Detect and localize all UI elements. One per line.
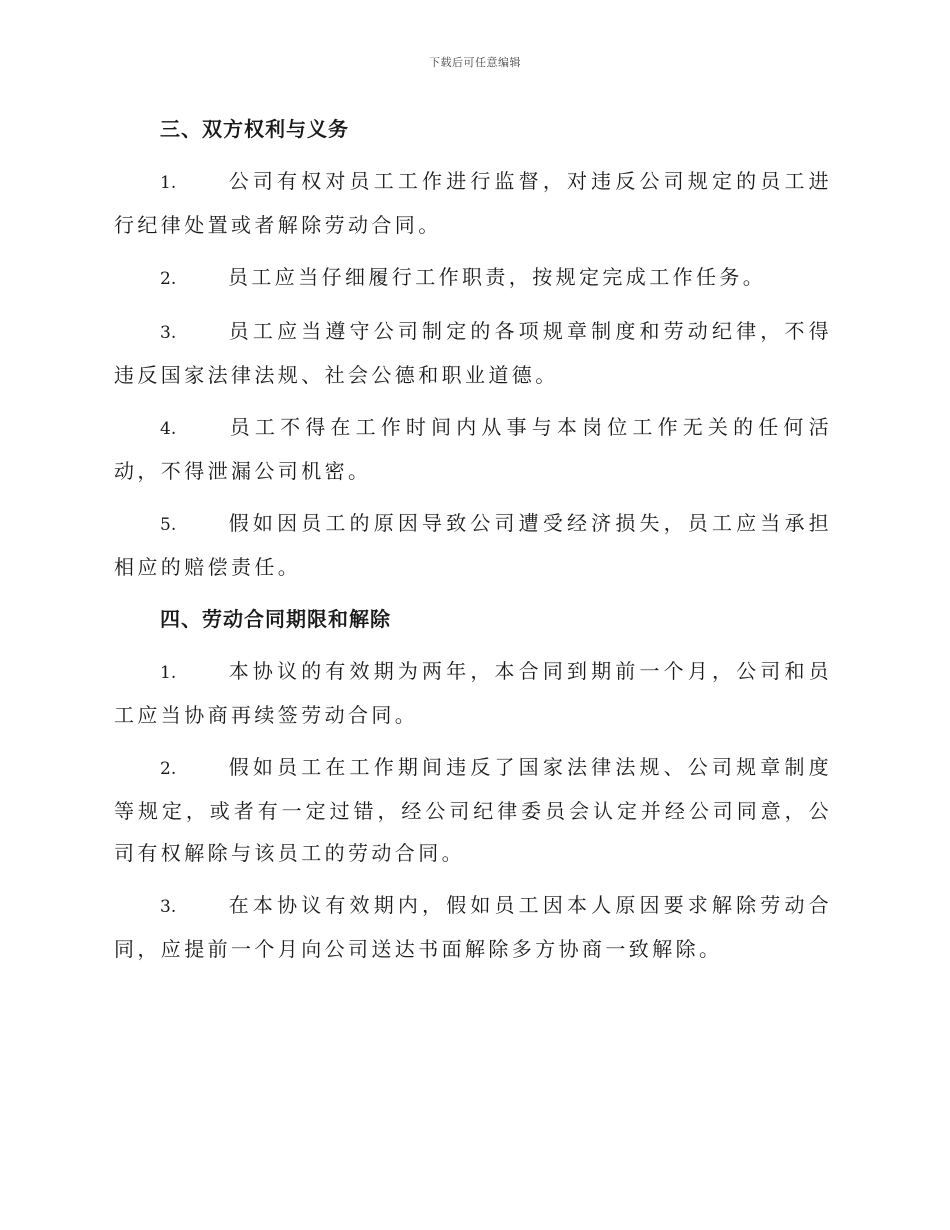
- clause-number: 1.: [160, 173, 177, 193]
- clause-number: 5.: [160, 515, 177, 535]
- clause-text: 公司有权对员工工作进行监督，对违反公司规定的员工进行纪律处置或者解除劳动合同。: [114, 169, 832, 237]
- section-heading-rights: 三、双方权利与义务: [160, 117, 349, 141]
- clause-text: 假如员工在工作期间违反了国家法律法规、公司规章制度等规定，或者有一定过错，经公司纪律委员会认定并经公司同意，公司有权解除与该员工的劳动合同。: [114, 755, 832, 865]
- document-body: [114, 108, 832, 980]
- clause-text: 员工应当遵守公司制定的各项规章制度和劳动纪律，不得违反国家法律法规、社会公德和职业道德。: [114, 319, 832, 387]
- clause-text: 假如因员工的原因导致公司遭受经济损失，员工应当承担相应的赔偿责任。: [114, 511, 832, 579]
- clause-item: [114, 746, 832, 874]
- clause-text: 员工应当仔细履行工作职责，按规定完成工作任务。: [228, 265, 767, 289]
- clause-number: 2.: [160, 759, 177, 779]
- clause-text: 在本协议有效期内，假如员工因本人原因要求解除劳动合同，应提前一个月向公司送达书面解除多方协商一致解除。: [114, 893, 832, 961]
- clause-item: [114, 650, 832, 736]
- clause-item: [114, 256, 832, 300]
- clause-item: [114, 310, 832, 396]
- clause-text: 本协议的有效期为两年，本合同到期前一个月，公司和员工应当协商再续签劳动合同。: [114, 659, 832, 727]
- clause-number: 1.: [160, 663, 177, 683]
- section-heading-termination: 四、劳动合同期限和解除: [160, 607, 391, 631]
- clause-number: 3.: [160, 323, 177, 343]
- clause-item: [114, 160, 832, 246]
- clause-number: 2.: [160, 269, 177, 289]
- page-header: 下载后可任意编辑: [429, 56, 521, 69]
- clause-item: [114, 884, 832, 970]
- clause-number: 4.: [160, 419, 177, 439]
- clause-text: 员工不得在工作时间内从事与本岗位工作无关的任何活动，不得泄漏公司机密。: [114, 415, 832, 483]
- clause-item: [114, 502, 832, 588]
- clause-item: [114, 406, 832, 492]
- clause-number: 3.: [160, 897, 177, 917]
